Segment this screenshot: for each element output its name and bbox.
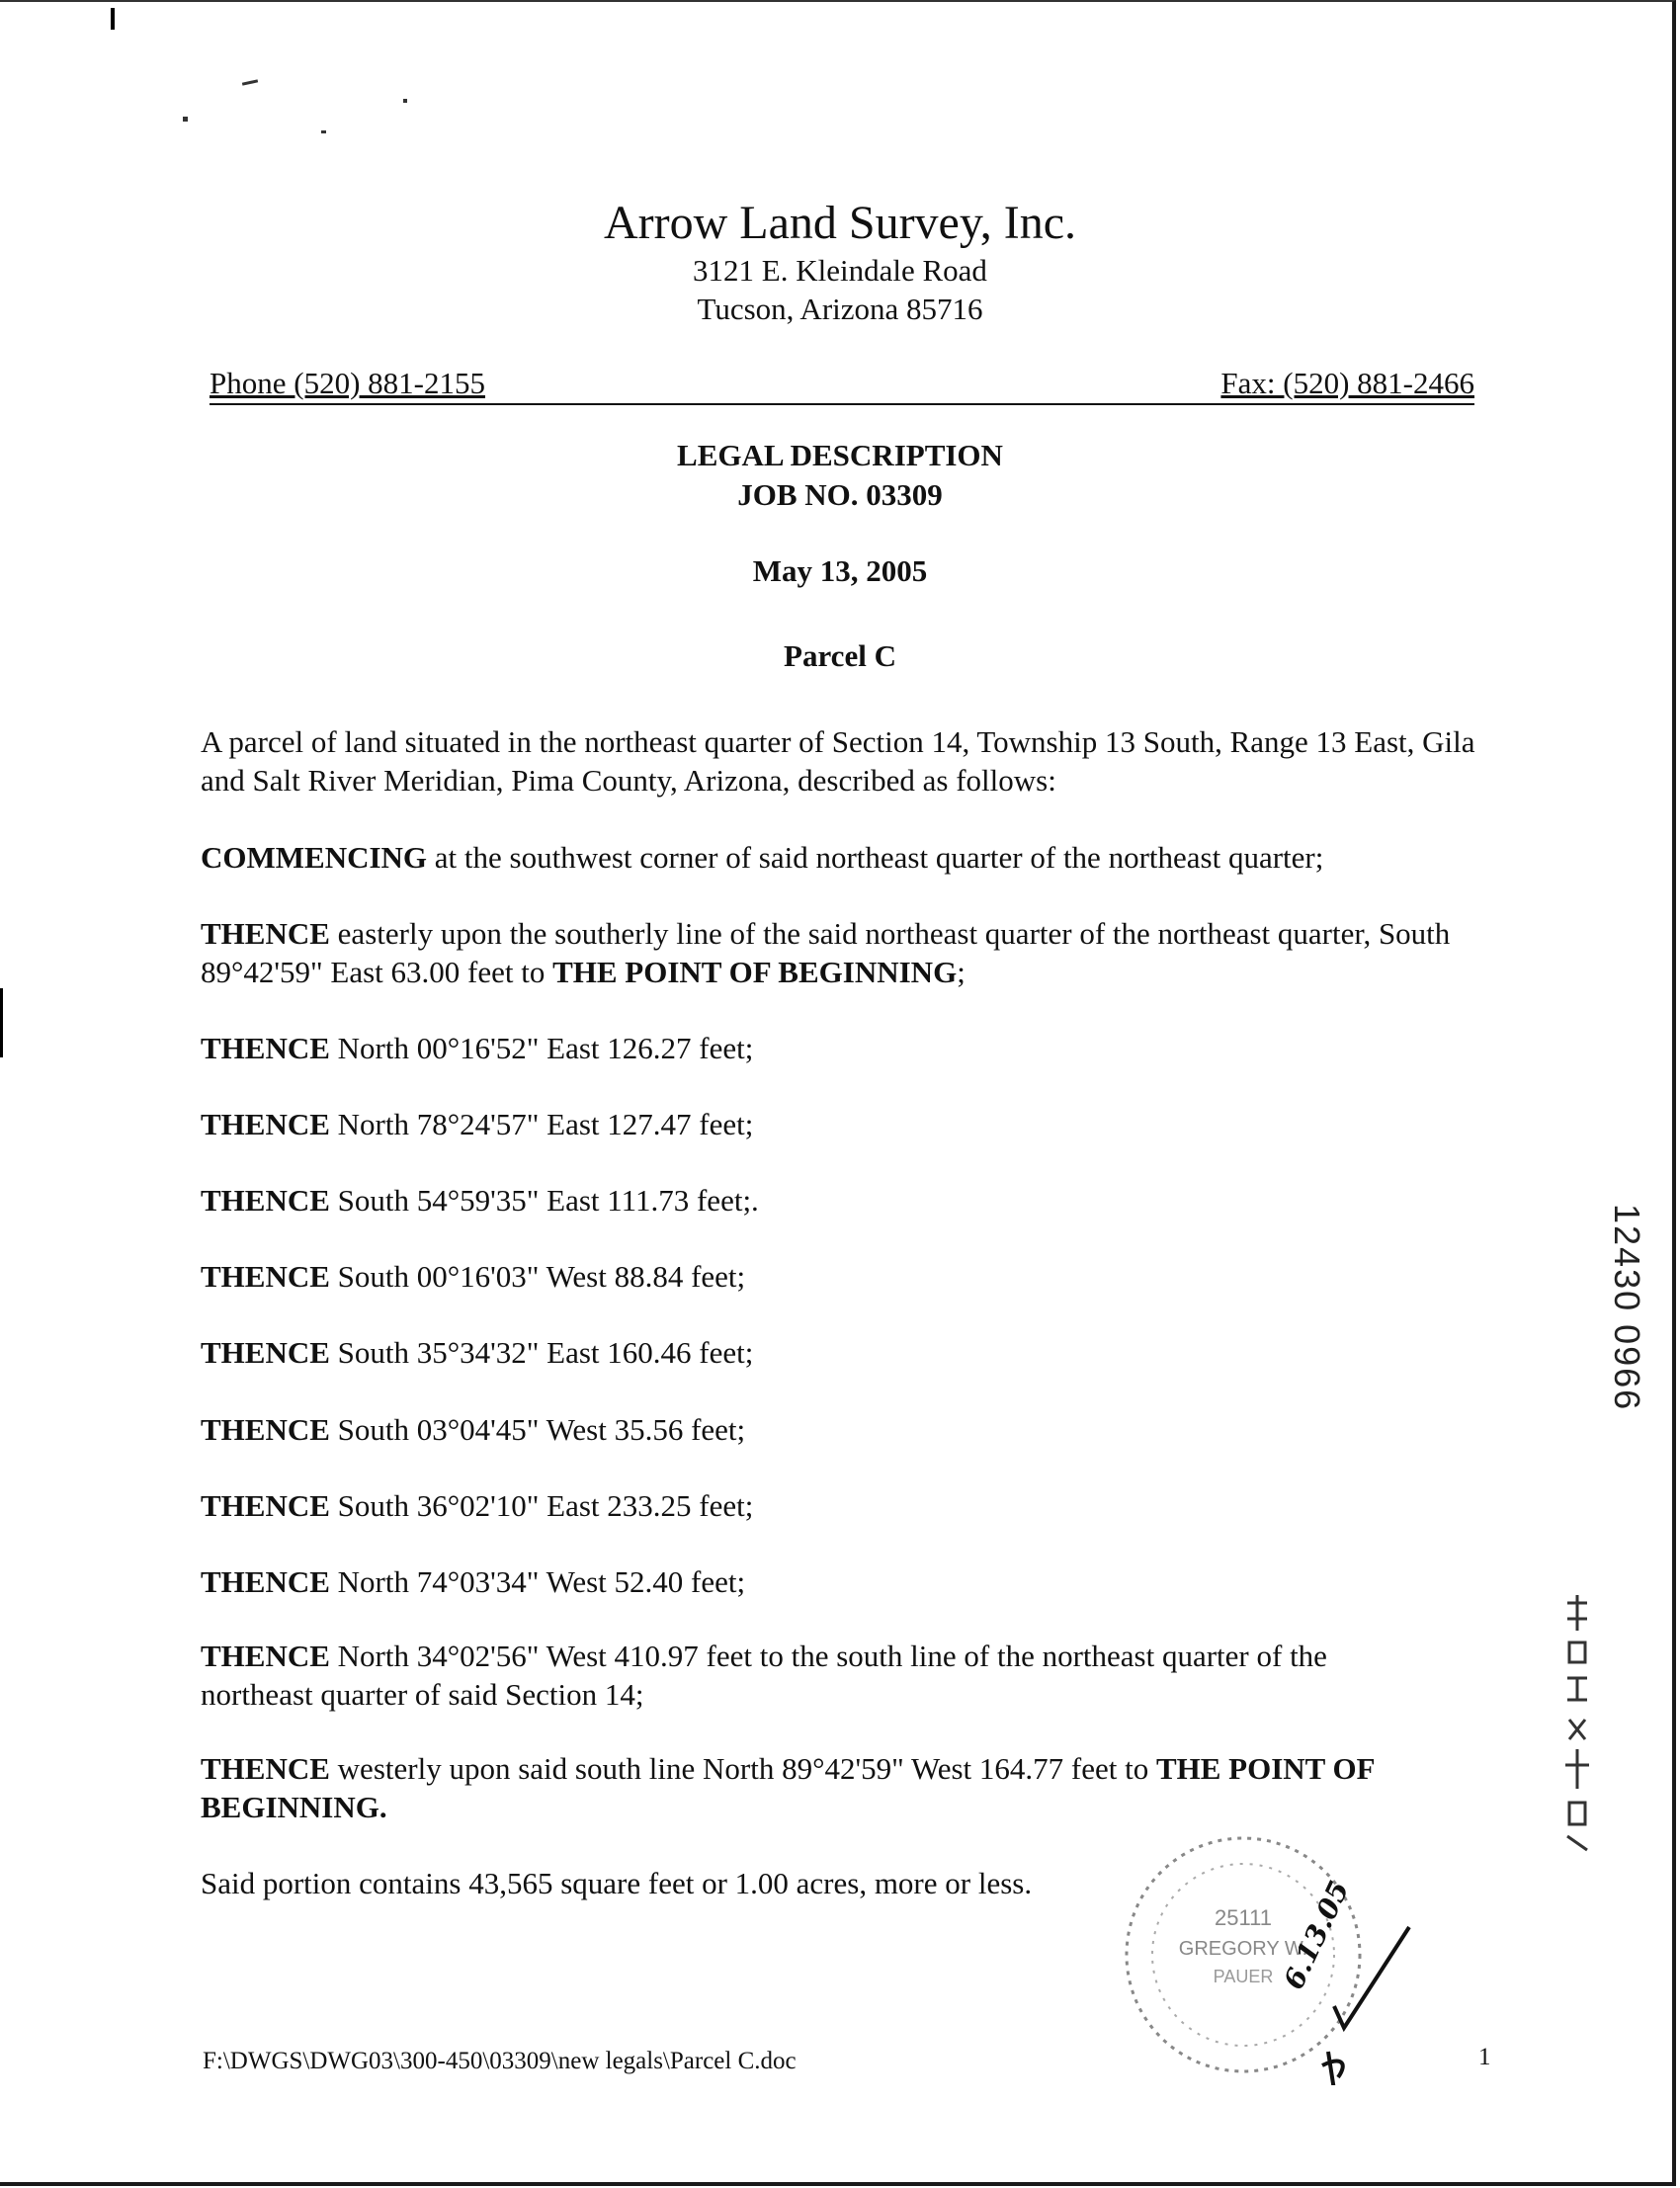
call-paragraph — [201, 1333, 1485, 1372]
thence-keyword: THENCE — [201, 1639, 330, 1673]
call-paragraph — [201, 1029, 1485, 1067]
seal-name-line1: GREGORY W. — [1178, 1938, 1308, 1960]
call-text: South 35°34'32" East 160.46 feet; — [329, 1335, 754, 1370]
point-of-beginning: THE POINT OF BEGINNING. — [201, 1751, 1375, 1824]
scan-speck — [321, 130, 326, 133]
contact-row — [210, 366, 1474, 405]
call-paragraph — [201, 1410, 1485, 1449]
thence-keyword: THENCE — [201, 1107, 330, 1141]
call-text: South 03°04'45" West 35.56 feet; — [329, 1412, 746, 1447]
address-line-2: Tucson, Arizona 85716 — [697, 292, 983, 326]
signature-initials — [1322, 2052, 1343, 2085]
recording-number: 12430 0966 — [1607, 1204, 1647, 1412]
phone-number: Phone (520) 881-2155 — [210, 366, 485, 400]
file-path: F:\DWGS\DWG03\300-450\03309\new legals\Parcel C.doc — [203, 2048, 797, 2074]
thence-keyword: THENCE — [201, 1488, 330, 1523]
call-text: North 00°16'52" East 126.27 feet; — [329, 1031, 754, 1065]
seal-name-line2: PAUER — [1213, 1967, 1274, 1986]
seal-registration-number: 25111 — [1215, 1905, 1272, 1930]
scan-mark — [111, 8, 115, 30]
call-paragraph — [201, 1562, 1485, 1601]
document-title: LEGAL DESCRIPTION — [677, 438, 1003, 472]
fax-number: Fax: (520) 881-2466 — [1220, 366, 1474, 400]
commencing-text: at the southwest corner of said northeast quarter of the northeast quarter; — [427, 840, 1324, 875]
call-paragraph — [201, 1105, 1485, 1143]
recording-stamp-mark — [1559, 1591, 1595, 1858]
address-line-1: 3121 E. Kleindale Road — [693, 253, 987, 288]
job-number: JOB NO. 03309 — [737, 477, 943, 512]
call-text: North 78°24'57" East 127.47 feet; — [329, 1107, 754, 1141]
surveyor-seal — [1115, 1818, 1421, 2085]
thence-keyword: THENCE — [201, 916, 330, 951]
signature-date: 6.13.05 — [1277, 1876, 1356, 1994]
thence-keyword: THENCE — [201, 1751, 330, 1786]
pob-call-text: easterly upon the southerly line of the said northeast quarter of the northeast quarter, South 89°42'59" East 63.00 feet to — [201, 916, 1451, 989]
area-statement: Said portion contains 43,565 square feet or 1.00 acres, more or less. — [201, 1866, 1033, 1900]
scan-speck — [403, 99, 407, 103]
point-of-beginning: THE POINT OF BEGINNING — [552, 955, 958, 989]
thence-keyword: THENCE — [201, 1031, 330, 1065]
scan-mark — [0, 988, 3, 1057]
call-paragraph — [201, 1637, 1446, 1714]
commencing-keyword: COMMENCING — [201, 840, 428, 875]
call-text: South 00°16'03" West 88.84 feet; — [329, 1259, 746, 1294]
call-paragraph — [201, 1486, 1485, 1525]
call-text: North 34°02'56" West 410.97 feet to the south line of the northeast quarter of the northeast quarter of said Section 14; — [201, 1639, 1327, 1712]
parcel-name: Parcel C — [784, 638, 896, 673]
call-text: North 74°03'34" West 52.40 feet; — [329, 1564, 746, 1599]
call-text: South 54°59'35" East 111.73 feet;. — [329, 1183, 759, 1218]
thence-keyword: THENCE — [201, 1259, 330, 1294]
pob-call-tail: ; — [957, 955, 966, 989]
document-date: May 13, 2005 — [752, 553, 928, 588]
call-paragraph — [201, 1181, 1485, 1220]
pob-call-paragraph — [201, 914, 1475, 991]
thence-keyword: THENCE — [201, 1412, 330, 1447]
closing-call-text: westerly upon said south line North 89°42'59" West 164.77 feet to — [329, 1751, 1156, 1786]
call-text: South 36°02'10" East 233.25 feet; — [329, 1488, 754, 1523]
commencing-paragraph — [201, 838, 1485, 877]
call-paragraph — [201, 1257, 1485, 1296]
thence-keyword: THENCE — [201, 1335, 330, 1370]
company-name: Arrow Land Survey, Inc. — [603, 197, 1077, 249]
thence-keyword: THENCE — [201, 1183, 330, 1218]
intro-paragraph: A parcel of land situated in the northeast quarter of Section 14, Township 13 South, Range 13 East, Gila and Salt River Meridian, Pima County, Arizona, described as follows: — [201, 724, 1475, 798]
closing-call-paragraph — [201, 1749, 1485, 1826]
scan-speck — [183, 117, 188, 122]
page-number: 1 — [1478, 2044, 1491, 2070]
thence-keyword: THENCE — [201, 1564, 330, 1599]
